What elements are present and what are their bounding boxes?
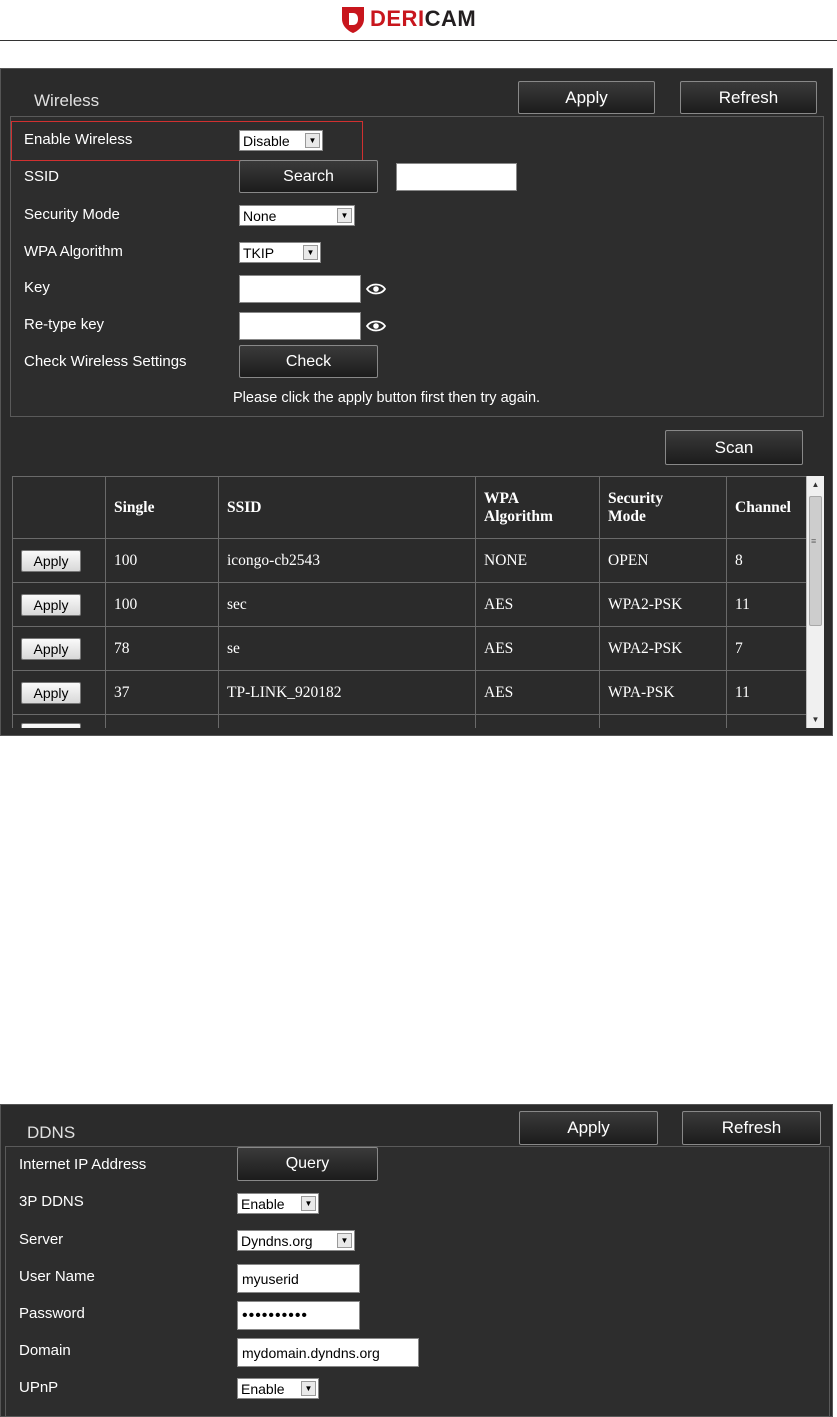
- internet-ip-label: Internet IP Address: [19, 1156, 147, 1173]
- upnp-label: UPnP: [19, 1379, 59, 1396]
- enable-wireless-value: Disable: [243, 132, 290, 149]
- cell-ssid: icongo-cb2543: [219, 539, 476, 583]
- ddns-form: [5, 1146, 830, 1417]
- check-wireless-label: Check Wireless Settings: [24, 353, 187, 370]
- password-input[interactable]: ••••••••••: [237, 1301, 360, 1330]
- server-value: Dyndns.org: [241, 1232, 313, 1249]
- col-wpa-header: WPA Algorithm: [476, 477, 600, 539]
- scroll-thumb[interactable]: [809, 496, 822, 626]
- scroll-up-icon[interactable]: ▲: [811, 480, 820, 489]
- cell-ssid: sec: [219, 583, 476, 627]
- ddns-title: DDNS: [27, 1123, 76, 1142]
- password-label: Password: [19, 1305, 85, 1322]
- key-label: Key: [24, 279, 50, 296]
- cell-wpa: AES: [476, 627, 600, 671]
- enable-wireless-label: Enable Wireless: [24, 131, 133, 148]
- row-apply-button[interactable]: Apply: [21, 638, 81, 660]
- retype-key-input[interactable]: [239, 312, 361, 340]
- cell-wpa: AES: [476, 671, 600, 715]
- wireless-refresh-button[interactable]: Refresh: [680, 81, 817, 114]
- table-row: [13, 671, 813, 715]
- wireless-form: [10, 116, 824, 417]
- row-apply-button[interactable]: Apply: [21, 594, 81, 616]
- ddns-3p-value: Enable: [241, 1195, 285, 1212]
- ddns-3p-select[interactable]: [237, 1193, 319, 1214]
- ddns-apply-button[interactable]: Apply: [519, 1111, 658, 1145]
- user-name-label: User Name: [19, 1268, 95, 1285]
- wireless-apply-button[interactable]: Apply: [518, 81, 655, 114]
- ssid-search-button[interactable]: Search: [239, 160, 378, 193]
- cell-wpa: NONE: [476, 539, 600, 583]
- table-row-partial: [13, 715, 813, 729]
- wpa-algorithm-label: WPA Algorithm: [24, 243, 123, 260]
- cell-mode: WPA-PSK: [600, 671, 727, 715]
- cell-mode: WPA2-PSK: [600, 627, 727, 671]
- cell-channel: 8: [727, 539, 813, 583]
- cell-ssid: se: [219, 627, 476, 671]
- ddns-panel: [0, 1104, 833, 1417]
- cell-single: 37: [106, 671, 219, 715]
- ddns-refresh-button[interactable]: Refresh: [682, 1111, 821, 1145]
- col-mode-header: Security Mode: [600, 477, 727, 539]
- cell-channel: 11: [727, 583, 813, 627]
- ssid-label: SSID: [24, 168, 60, 185]
- cell-wpa: AES: [476, 583, 600, 627]
- chevron-down-icon: ▼: [305, 133, 320, 148]
- scan-button[interactable]: Scan: [665, 430, 803, 465]
- user-name-input[interactable]: myuserid: [237, 1264, 360, 1293]
- apply-first-note: Please click the apply button first then try again.: [233, 390, 541, 406]
- brand-header: [0, 0, 837, 42]
- wpa-algorithm-value: TKIP: [243, 244, 275, 261]
- enable-wireless-select[interactable]: [239, 130, 323, 151]
- server-select[interactable]: [237, 1230, 355, 1251]
- cell-mode: OPEN: [600, 539, 727, 583]
- col-single-header: Single: [106, 477, 219, 539]
- security-mode-label: Security Mode: [24, 206, 120, 223]
- grip-icon: ≡: [811, 536, 817, 546]
- col-ssid-header: SSID: [219, 477, 476, 539]
- chevron-down-icon: ▼: [337, 1233, 352, 1248]
- security-mode-value: None: [243, 207, 277, 224]
- chevron-down-icon: ▼: [301, 1381, 316, 1396]
- row-apply-button-partial[interactable]: [21, 723, 81, 728]
- table-scrollbar[interactable]: [806, 476, 824, 728]
- table-header-row: [13, 477, 813, 539]
- shield-icon: [340, 4, 366, 34]
- eye-icon[interactable]: [366, 319, 386, 333]
- scroll-down-icon[interactable]: ▼: [811, 715, 820, 724]
- server-label: Server: [19, 1231, 64, 1248]
- wireless-title: Wireless: [34, 91, 100, 110]
- chevron-down-icon: ▼: [303, 245, 318, 260]
- ssid-input[interactable]: [396, 163, 517, 191]
- eye-icon[interactable]: [366, 282, 386, 296]
- cell-single: 100: [106, 583, 219, 627]
- chevron-down-icon: ▼: [301, 1196, 316, 1211]
- table-row: [13, 627, 813, 671]
- col-action-header: [13, 477, 106, 539]
- cell-single: 100: [106, 539, 219, 583]
- brand-wordmark: DERICAM: [370, 6, 477, 31]
- domain-input[interactable]: mydomain.dyndns.org: [237, 1338, 419, 1367]
- wpa-algorithm-select[interactable]: [239, 242, 321, 263]
- domain-label: Domain: [19, 1342, 71, 1359]
- upnp-value: Enable: [241, 1380, 285, 1397]
- brand-logo: [340, 4, 476, 34]
- ddns-3p-label: 3P DDNS: [19, 1193, 84, 1210]
- col-channel-header: Channel: [727, 477, 813, 539]
- chevron-down-icon: ▼: [337, 208, 352, 223]
- query-button[interactable]: Query: [237, 1147, 378, 1181]
- cell-single: 78: [106, 627, 219, 671]
- key-input[interactable]: [239, 275, 361, 303]
- cell-channel: 11: [727, 671, 813, 715]
- cell-channel: 7: [727, 627, 813, 671]
- cell-ssid: TP-LINK_920182: [219, 671, 476, 715]
- retype-key-label: Re-type key: [24, 316, 105, 333]
- scan-table: [12, 476, 813, 728]
- row-apply-button[interactable]: Apply: [21, 550, 81, 572]
- row-apply-button[interactable]: Apply: [21, 682, 81, 704]
- table-row: [13, 583, 813, 627]
- header-divider: [0, 40, 837, 41]
- upnp-select[interactable]: [237, 1378, 319, 1399]
- scan-results-table: [12, 476, 824, 728]
- security-mode-select[interactable]: [239, 205, 355, 226]
- check-wireless-button[interactable]: Check: [239, 345, 378, 378]
- cell-mode: WPA2-PSK: [600, 583, 727, 627]
- table-row: [13, 539, 813, 583]
